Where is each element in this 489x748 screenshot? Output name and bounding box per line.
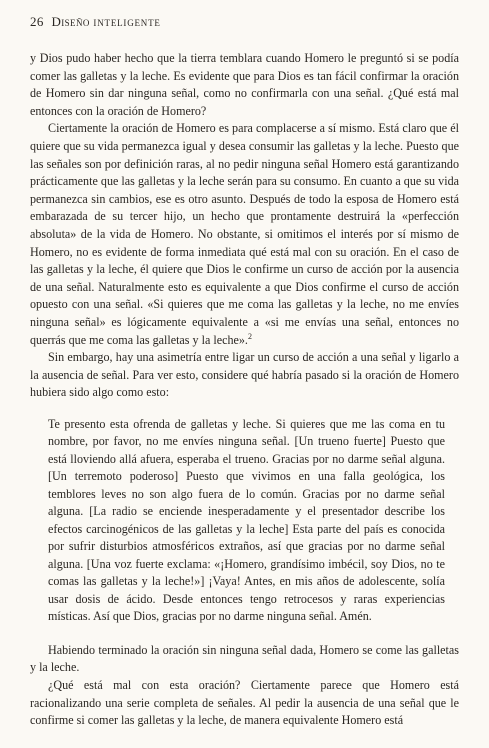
paragraph-3: Sin embargo, hay una asimetría entre ligar un curso de acción a una señal y ligarlo a la ausencia de señal. Para ver esto, considere qué habría pasado si la oración de Homero hubiera sido algo como esto: (30, 350, 459, 400)
running-title-part1: Diseño (51, 14, 90, 29)
footnote-marker: 2 (247, 331, 252, 341)
page-number: 26 (30, 14, 44, 29)
block-quote-text: Te presento esta ofrenda de galletas y leche. Si quieres que me las coma en tu nombre, por favor, no me envíes ninguna señal. [Un trueno fuerte] Puesto que está lloviendo allá afuera, esperaba el trueno. Gracias por no darme señal alguna. [Un terremoto poderoso] Puesto que vivimos en una falla geológica, los temblores leves no son algo fuera de lo común. Gracias por no darme señal alguna. [La radio se enciende inesperadamente y el presentador describe los efectos carcinogénicos de las galletas y la leche] Esta parte del país es conocida por sufrir disturbios atmosféricos extraños, así que gracias por no darme señal alguna. [Una voz fuerte exclama: «¡Homero, grandísimo imbécil, soy Dios, no te comas las galletas y la leche!»] ¡Vaya! Antes, en mis años de adolescente, solía usar dosis de ácido. Desde entonces tengo retrocesos y raras experiencias místicas. Así que Dios, gracias por no darme ninguna señal. Amén. (48, 416, 445, 624)
running-title-part2: inteligente (93, 14, 161, 29)
paragraph-4: Habiendo terminado la oración sin ninguna señal dada, Homero se come las galletas y la leche. (30, 642, 459, 675)
paragraph-2-text: Ciertamente la oración de Homero es para complacerse a sí mismo. Está claro que él quiere que su vida permanezca igual y desea consumir las galletas y la leche. Puesto que las señales son por definición raras, al no pedir ninguna señal Homero está garantizando prácticamente que las galletas y la leche serán para su consumo. En cuanto a que su vida permanezca sin cambios, ese es otro asunto. Después de todo la esposa de Homero está embarazada de su tercer hijo, un hecho que prontamente destruirá la «perfección absoluta» de la vida de Homero. No obstante, si omitimos el interés por sí mismo de Homero, no es evidente de forma inmediata qué está mal con su oración. En el caso de las galletas y la leche, él quiere que Dios le confirme un curso de acción por la ausencia de una señal. Naturalmente esto es equivalente a que Dios confirme el curso de acción opuesto con una señal. «Si quieres que me coma las galletas y la leche, no me envíes ninguna señal» es lógicamente equivalente a «si me envías una señal, entonces no querrás que me coma las galletas y la leche». (30, 121, 459, 347)
running-head (30, 14, 459, 30)
block-quote (30, 416, 459, 626)
paragraph-5: ¿Qué está mal con esta oración? Ciertamente parece que Homero está racionalizando una serie completa de señales. Al pedir la ausencia de una señal que le confirme si comer las galletas y la leche, de manera equivalente Homero está (30, 678, 459, 728)
paragraph-1: y Dios pudo haber hecho que la tierra temblara cuando Homero le preguntó si se podía comer las galletas y la leche. Es evidente que para Dios es tan fácil confirmar la oración de Homero sin dar ninguna señal, como no confirmarla con una señal. ¿Qué está mal entonces con la oración de Homero? (30, 51, 459, 118)
paragraph-2 (30, 120, 459, 349)
